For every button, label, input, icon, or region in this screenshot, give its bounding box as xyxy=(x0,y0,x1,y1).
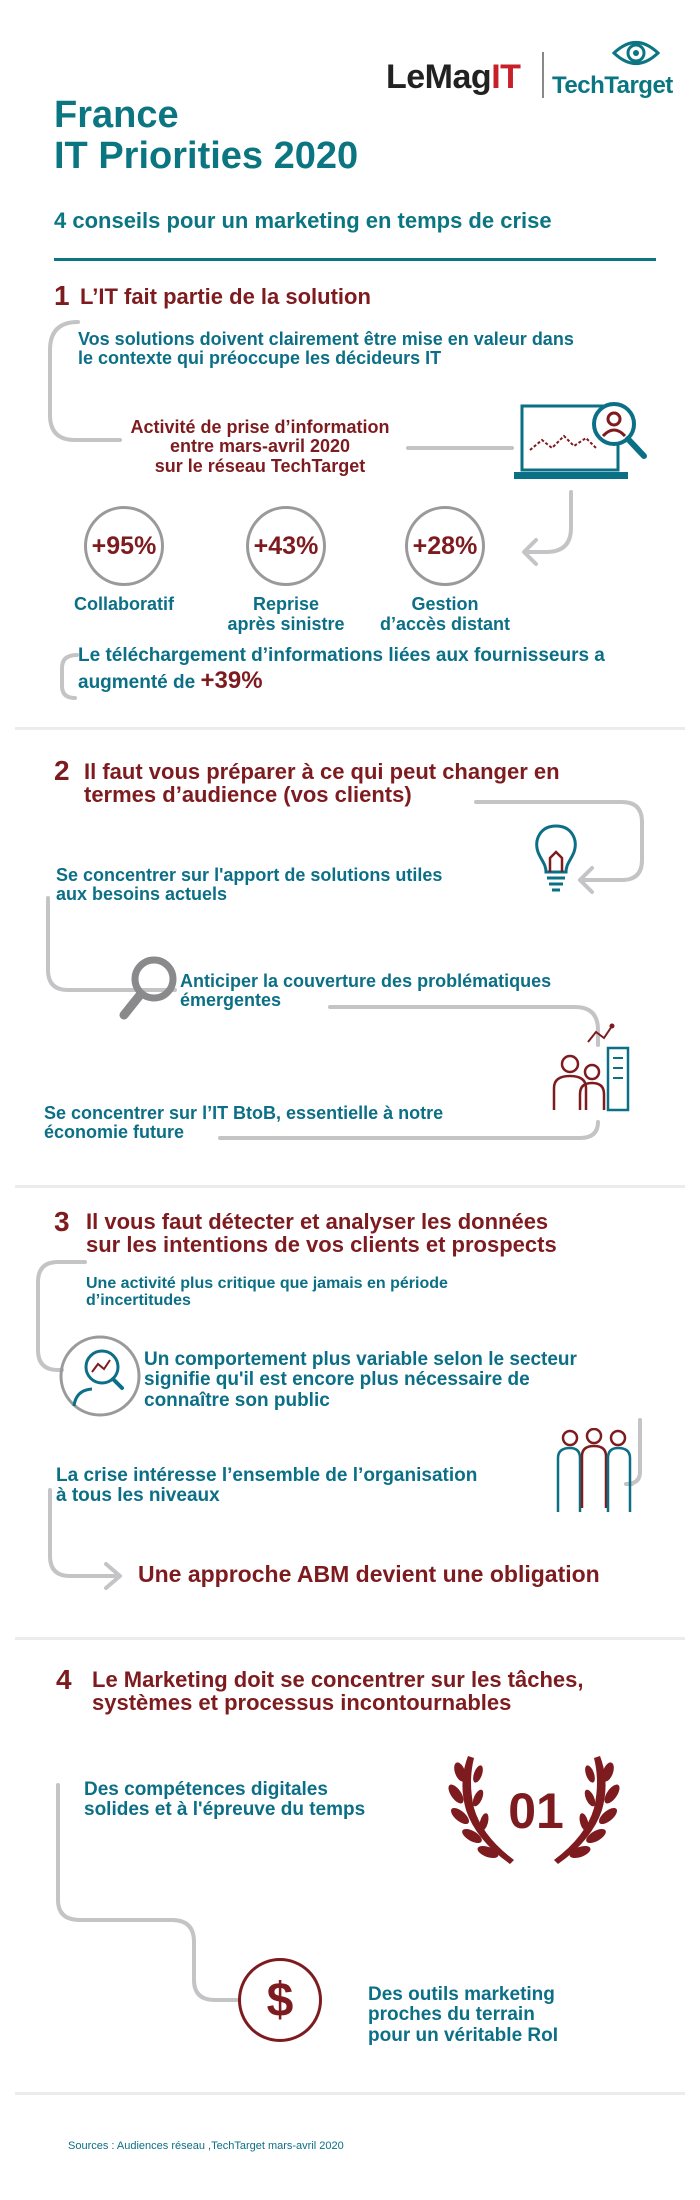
section3-point1-line2: d’incertitudes xyxy=(86,1292,191,1310)
section1-intro-line2: le contexte qui préoccupe les décideurs IT xyxy=(78,348,442,369)
section2-point2-line2: émergentes xyxy=(180,990,282,1011)
section2-title-line1: Il faut vous préparer à ce qui peut changer en xyxy=(84,759,560,784)
section3-point2-line2: signifie qu'il est encore plus nécessaire de xyxy=(144,1369,530,1391)
section3-title-line2: sur les intentions de vos clients et prospects xyxy=(86,1232,557,1258)
section3-point3-line2: à tous les niveaux xyxy=(56,1485,220,1507)
lemagit-logo-text: LeMag xyxy=(386,58,492,96)
section-divider-4 xyxy=(15,2092,685,2095)
section1-download-value: +39% xyxy=(200,667,263,695)
section2-number: 2 xyxy=(54,755,70,786)
section3-point1-line1: Une activité plus critique que jamais en période xyxy=(86,1275,448,1292)
section4-title-line2: systèmes et processus incontournables xyxy=(92,1690,512,1716)
section4-title-line1: Le Marketing doit se concentrer sur les tâches, xyxy=(92,1667,584,1692)
section2-point1-line2: aux besoins actuels xyxy=(56,884,228,905)
section3-conclusion: Une approche ABM devient une obligation xyxy=(138,1561,600,1587)
stat-collaboratif-label-line1: Collaboratif xyxy=(73,594,174,614)
stat-gestion-label-line2: d’accès distant xyxy=(379,613,511,634)
section1-activity-line1: Activité de prise d’information xyxy=(130,417,390,437)
section1-number: 1 xyxy=(54,280,70,311)
section1-title: L’IT fait partie de la solution xyxy=(80,284,371,309)
section3-point2-line1: Un comportement plus variable selon le secteur xyxy=(144,1349,577,1370)
page-subtitle: 4 conseils pour un marketing en temps de crise xyxy=(54,208,552,233)
section4-point1-line2: solides et à l'épreuve du temps xyxy=(84,1799,366,1821)
section4-point2-line1: Des outils marketing xyxy=(368,1984,555,2005)
dollar-icon: $ xyxy=(238,1958,322,2042)
section2-point2-line1: Anticiper la couverture des problématiques xyxy=(180,971,552,991)
section1-intro-line1: Vos solutions doivent clairement être mise en valeur dans xyxy=(78,329,574,349)
section1-download-line2: augmenté de xyxy=(78,672,196,694)
section4-point2-line2: proches du terrain xyxy=(368,2004,535,2026)
section2-title-line2: termes d’audience (vos clients) xyxy=(84,782,412,808)
section4-title xyxy=(92,1668,584,1714)
stat-reprise-circle: +43% xyxy=(246,506,326,586)
page-title-line2: IT Priorities 2020 xyxy=(54,135,359,177)
section4-point2 xyxy=(368,1985,558,2046)
stat-collaboratif-circle: +95% xyxy=(84,506,164,586)
section1-activity-line2: entre mars-avril 2020 xyxy=(169,436,351,457)
stat-gestion-label-line1: Gestion xyxy=(411,594,479,614)
section2-point3-line2: économie future xyxy=(44,1122,185,1143)
section4-number: 4 xyxy=(56,1664,72,1695)
section3-point3-line1: La crise intéresse l’ensemble de l’organisation xyxy=(56,1465,478,1486)
section1-download-line1: Le téléchargement d’informations liées aux fournisseurs a xyxy=(78,645,605,666)
section1-activity-line3: sur le réseau TechTarget xyxy=(154,455,366,476)
section3-title-line1: Il vous faut détecter et analyser les données xyxy=(86,1209,549,1234)
source-note: Sources : Audiences réseau ,TechTarget mars-avril 2020 xyxy=(68,2140,344,2152)
section3-point2-line3: connaître son public xyxy=(144,1389,330,1411)
stat-reprise-label-line1: Reprise xyxy=(252,594,320,614)
stat-reprise-label-line2: après sinistre xyxy=(227,613,345,634)
page-title-line1: France xyxy=(54,94,179,136)
lemagit-logo-it: IT xyxy=(491,58,521,96)
techtarget-logo: TechTarget xyxy=(552,72,673,99)
section2-point1-line1: Se concentrer sur l'apport de solutions utiles xyxy=(56,865,443,885)
stat-gestion-circle: +28% xyxy=(405,506,485,586)
section3-number: 3 xyxy=(54,1206,70,1237)
section2-point3-line1: Se concentrer sur l’IT BtoB, essentielle à notre xyxy=(44,1103,444,1123)
section4-point2-line3: pour un véritable RoI xyxy=(368,2024,559,2046)
section4-point1-line1: Des compétences digitales xyxy=(84,1779,328,1800)
section4-point1 xyxy=(84,1780,365,1821)
badge-number: 01 xyxy=(508,1783,564,1839)
